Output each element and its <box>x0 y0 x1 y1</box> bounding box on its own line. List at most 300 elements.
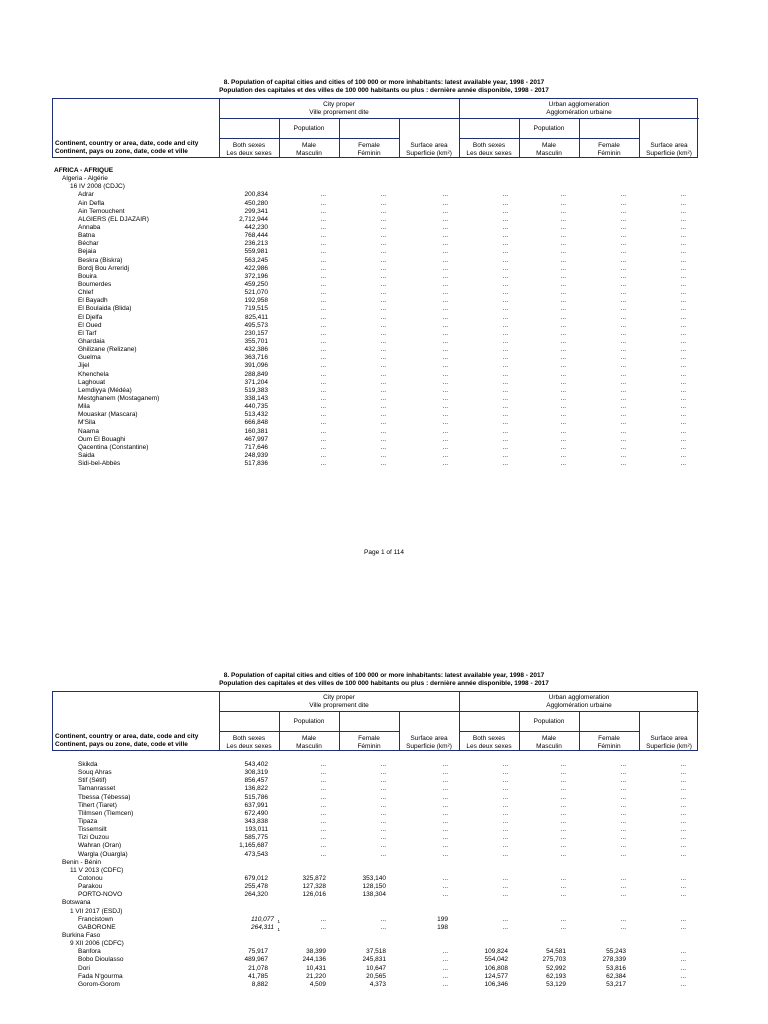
cell-value: ... <box>442 460 448 468</box>
cell-value: ... <box>560 207 566 215</box>
cell-value: ... <box>320 915 326 923</box>
city-proper-heading-2: City proper <box>323 694 355 701</box>
cell-value: 666,848 <box>244 419 268 427</box>
cell-value: ... <box>502 761 508 768</box>
cell-value: ... <box>620 207 626 215</box>
cell-value: ... <box>560 394 566 402</box>
cell-value: ... <box>380 817 386 825</box>
cell-value: ... <box>442 329 448 337</box>
cell-value: ... <box>320 223 326 231</box>
cell-value: ... <box>380 460 386 468</box>
cell-value: 245,831 <box>362 956 386 964</box>
cell-value: 53,217 <box>606 980 626 988</box>
cell-value: ... <box>320 329 326 337</box>
cell-value: ... <box>502 403 508 411</box>
cell-value: ... <box>320 793 326 801</box>
cell-value: 355,701 <box>244 337 268 345</box>
cell-value: 1,165,687 <box>239 842 268 850</box>
male-u-fr: Masculin <box>536 149 562 157</box>
cell-value: ... <box>560 915 566 923</box>
row-label: El Tarf <box>78 329 97 337</box>
cell-value: 768,444 <box>244 232 268 240</box>
cell-value: ... <box>560 842 566 850</box>
row-label: Jijel <box>78 362 90 370</box>
table-row <box>52 411 698 419</box>
cell-value: ... <box>380 842 386 850</box>
cell-value: ... <box>620 370 626 378</box>
cell-value: ... <box>380 915 386 923</box>
cell-value: ... <box>560 809 566 817</box>
cell-value: ... <box>502 826 508 834</box>
cell-value: ... <box>620 346 626 354</box>
cell-value: ... <box>442 289 448 297</box>
cell-value: ... <box>502 923 508 931</box>
cell-value: 467,997 <box>244 435 268 443</box>
cell-value: ... <box>442 972 448 980</box>
cell-value: ... <box>680 842 686 850</box>
cell-value: 109,824 <box>484 948 508 956</box>
cell-value: 275,703 <box>542 956 566 964</box>
cell-value: ... <box>680 321 686 329</box>
cell-value: ... <box>620 769 626 777</box>
cell-value: ... <box>680 972 686 980</box>
cell-value: ... <box>620 191 626 199</box>
cell-value: ... <box>380 777 386 785</box>
cell-value: 20,565 <box>366 972 386 980</box>
cell-value: ... <box>320 272 326 280</box>
cell-value: 127,328 <box>302 883 326 891</box>
label-heading-fr: Continent, pays ou zone, date, code et ville <box>55 147 188 155</box>
row-label: Burkina Faso <box>62 931 101 939</box>
table-row <box>52 891 698 899</box>
cell-value: ... <box>680 272 686 280</box>
cell-value: ... <box>620 362 626 370</box>
cell-value: ... <box>380 403 386 411</box>
cell-value: ... <box>380 923 386 931</box>
table-row <box>52 818 698 826</box>
male-u-2: Male <box>541 735 557 742</box>
cell-value: ... <box>442 403 448 411</box>
row-label: Khenchela <box>78 370 109 378</box>
cell-value: ... <box>620 785 626 793</box>
row-label: 16 IV 2008 (CDJC) <box>70 183 125 191</box>
cell-value: ... <box>380 370 386 378</box>
cell-value: 199 <box>437 915 448 923</box>
row-label: GABORONE <box>78 923 116 931</box>
population-heading-2: Population <box>293 718 325 725</box>
cell-value: ... <box>380 329 386 337</box>
cell-value: ... <box>620 874 626 882</box>
cell-value: ... <box>320 362 326 370</box>
table-row <box>52 973 698 981</box>
cell-value: ... <box>320 386 326 394</box>
table-row <box>52 330 698 338</box>
row-label: Banfora <box>78 948 101 956</box>
cell-value: 200,834 <box>244 191 268 199</box>
cell-value: ... <box>560 769 566 777</box>
cell-value: 54,581 <box>546 948 566 956</box>
cell-value: ... <box>442 443 448 451</box>
cell-value: ... <box>320 419 326 427</box>
table-row <box>52 216 698 224</box>
cell-value: 517,836 <box>244 460 268 468</box>
cell-value: ... <box>620 272 626 280</box>
cell-value: ... <box>442 801 448 809</box>
row-label: Qacentina (Constantine) <box>78 443 149 451</box>
cell-value: 495,573 <box>244 321 268 329</box>
cell-value: ... <box>442 313 448 321</box>
row-label: Oum El Bouaghi <box>78 435 126 443</box>
cell-value: ... <box>380 305 386 313</box>
urban-heading: Urban agglomeration <box>548 101 610 108</box>
cell-value: ... <box>442 264 448 272</box>
cell-value: ... <box>680 948 686 956</box>
cell-value: ... <box>380 785 386 793</box>
cell-value: 519,383 <box>244 386 268 394</box>
cell-value: ... <box>320 460 326 468</box>
both-sexes: Both sexes <box>232 142 266 149</box>
cell-value: ... <box>320 248 326 256</box>
cell-value: ... <box>560 793 566 801</box>
city-proper-heading: City proper <box>323 101 355 108</box>
label-heading-2 <box>55 733 198 748</box>
cell-value: ... <box>680 874 686 882</box>
cell-value: ... <box>442 321 448 329</box>
male-2: Male <box>301 735 317 742</box>
cell-value: 2,712,944 <box>239 215 268 223</box>
cell-value: ... <box>680 337 686 345</box>
cell-value: ... <box>560 761 566 768</box>
row-label: AFRICA - AFRIQUE <box>54 167 114 174</box>
cell-value: 672,490 <box>244 809 268 817</box>
cell-value: ... <box>320 280 326 288</box>
page-2 <box>0 600 768 1024</box>
cell-value: ... <box>442 272 448 280</box>
cell-value: ... <box>380 223 386 231</box>
cell-value: ... <box>320 370 326 378</box>
urban-heading-fr-2: Agglomération urbaine <box>546 701 612 709</box>
cell-value: ... <box>380 248 386 256</box>
cell-value: ... <box>680 329 686 337</box>
cell-value: ... <box>442 394 448 402</box>
cell-value: ... <box>442 346 448 354</box>
cell-value: 21,078 <box>248 964 268 972</box>
cell-value: ... <box>442 769 448 777</box>
row-label: Tihert (Tiaret) <box>78 801 117 809</box>
row-label: El Bayadh <box>78 297 108 305</box>
cell-value: ... <box>502 891 508 899</box>
cell-value: ... <box>502 451 508 459</box>
row-label: PORTO-NOVO <box>78 891 123 899</box>
cell-value: ... <box>502 232 508 240</box>
female-fr: Féminin <box>357 149 381 157</box>
cell-value: ... <box>502 883 508 891</box>
table-row <box>52 769 698 777</box>
cell-value: ... <box>502 793 508 801</box>
cell-value: ... <box>680 826 686 834</box>
row-label: Batna <box>78 232 95 240</box>
cell-value: 248,939 <box>244 451 268 459</box>
cell-value: ... <box>620 435 626 443</box>
cell-value: ... <box>680 370 686 378</box>
cell-value: ... <box>320 801 326 809</box>
cell-value: 37,518 <box>366 948 386 956</box>
city-proper-heading-fr-2: Ville proprement dite <box>309 701 369 709</box>
table-row <box>52 322 698 330</box>
cell-value: 55,243 <box>606 948 626 956</box>
cell-value: ... <box>442 207 448 215</box>
cell-value: 264,320 <box>244 891 268 899</box>
table-row <box>52 354 698 362</box>
cell-value: ... <box>680 378 686 386</box>
cell-value: ... <box>680 346 686 354</box>
cell-value: 459,250 <box>244 280 268 288</box>
cell-value: ... <box>560 313 566 321</box>
cell-value: ... <box>680 280 686 288</box>
cell-value: 363,716 <box>244 354 268 362</box>
cell-value: ... <box>620 817 626 825</box>
cell-value: ... <box>680 891 686 899</box>
table-row <box>52 419 698 427</box>
cell-value: ... <box>560 215 566 223</box>
cell-value: ... <box>680 785 686 793</box>
cell-value: ... <box>502 427 508 435</box>
cell-value: ... <box>442 883 448 891</box>
row-label: Tbessa (Tébessa) <box>78 793 131 801</box>
cell-value: ... <box>320 850 326 858</box>
row-label: Cotonou <box>78 874 103 882</box>
cell-value: ... <box>442 451 448 459</box>
cell-value: ... <box>680 297 686 305</box>
table-row <box>52 167 698 175</box>
cell-value: ... <box>442 427 448 435</box>
cell-value: ... <box>680 809 686 817</box>
cell-value: ... <box>442 354 448 362</box>
cell-value: ... <box>560 362 566 370</box>
table-row <box>52 777 698 785</box>
cell-value: ... <box>320 240 326 248</box>
row-label: El Boulaida (Blida) <box>78 305 132 313</box>
cell-value: ... <box>380 232 386 240</box>
cell-value: ... <box>680 264 686 272</box>
cell-value: ... <box>502 777 508 785</box>
cell-value: ... <box>502 386 508 394</box>
cell-value: ... <box>620 280 626 288</box>
row-label: Mestghanem (Mostaganem) <box>78 394 160 402</box>
cell-value: ... <box>380 321 386 329</box>
cell-value: ... <box>560 280 566 288</box>
row-label: Parakou <box>78 883 103 891</box>
cell-value: ... <box>320 207 326 215</box>
cell-value: ... <box>320 411 326 419</box>
cell-value: ... <box>320 256 326 264</box>
row-label: M'Sila <box>78 419 96 427</box>
table-row <box>52 387 698 395</box>
cell-value: ... <box>320 923 326 931</box>
cell-value: 325,872 <box>302 874 326 882</box>
cell-value: ... <box>680 191 686 199</box>
cell-value: ... <box>680 403 686 411</box>
row-label: El Oued <box>78 321 102 329</box>
cell-value: ... <box>320 337 326 345</box>
cell-value: ... <box>502 435 508 443</box>
row-label: Laghouat <box>78 378 106 386</box>
cell-value: ... <box>680 915 686 923</box>
table-row <box>52 965 698 973</box>
cell-value: ... <box>442 785 448 793</box>
cell-value: ... <box>502 199 508 207</box>
cell-value: ... <box>380 272 386 280</box>
cell-value: ... <box>620 354 626 362</box>
cell-value: ... <box>502 419 508 427</box>
cell-value: ... <box>560 777 566 785</box>
cell-value: 128,150 <box>362 883 386 891</box>
table-row <box>52 908 698 916</box>
cell-value: ... <box>560 199 566 207</box>
male-fr-2: Masculin <box>296 742 322 750</box>
cell-value: ... <box>560 305 566 313</box>
cell-value: ... <box>560 370 566 378</box>
cell-value: 372,196 <box>244 272 268 280</box>
cell-value: 515,786 <box>244 793 268 801</box>
cell-value: ... <box>560 297 566 305</box>
table-row <box>52 265 698 273</box>
cell-value: ... <box>680 427 686 435</box>
cell-value: ... <box>502 394 508 402</box>
cell-value: ... <box>320 777 326 785</box>
cell-value: ... <box>442 305 448 313</box>
cell-value: ... <box>680 850 686 858</box>
cell-value: ... <box>560 378 566 386</box>
cell-value: ... <box>620 411 626 419</box>
cell-value: ... <box>320 321 326 329</box>
cell-value: ... <box>620 313 626 321</box>
cell-value: ... <box>320 313 326 321</box>
cell-value: ... <box>560 240 566 248</box>
table-row <box>52 899 698 907</box>
cell-value: ... <box>560 321 566 329</box>
row-label: Francistown <box>78 915 114 923</box>
cell-value: ... <box>560 264 566 272</box>
cell-value: 53,816 <box>606 964 626 972</box>
table-row <box>52 273 698 281</box>
cell-value: 264,311 1 <box>251 924 274 932</box>
row-label: Tlilmsen (Tlemcen) <box>78 809 134 817</box>
cell-value: ... <box>560 272 566 280</box>
row-label: Botswana <box>62 899 91 907</box>
table-row <box>52 257 698 265</box>
cell-value: ... <box>502 329 508 337</box>
cell-value: ... <box>560 923 566 931</box>
cell-value: ... <box>620 761 626 768</box>
cell-value: ... <box>680 793 686 801</box>
title-fr: Population des capitales et des villes de 100 000 habitants ou plus : dernière année disponible, 1998 - 2017 <box>219 87 549 94</box>
cell-value: ... <box>560 337 566 345</box>
row-label: Bordj Bou Arreridj <box>78 264 129 272</box>
cell-value: ... <box>380 834 386 842</box>
table-row <box>52 842 698 850</box>
cell-value: ... <box>680 232 686 240</box>
cell-value: ... <box>620 386 626 394</box>
cell-value: ... <box>680 386 686 394</box>
table-row <box>52 305 698 313</box>
cell-value: ... <box>560 874 566 882</box>
table-row <box>52 224 698 232</box>
row-label: Fada N'gourma <box>78 972 123 980</box>
cell-value: ... <box>502 337 508 345</box>
cell-value: 825,411 <box>244 313 268 321</box>
row-label: Bobo Dioulasso <box>78 956 124 964</box>
table-row <box>52 851 698 859</box>
cell-value: ... <box>380 769 386 777</box>
cell-value: 193,011 <box>244 826 268 834</box>
cell-value: 554,042 <box>484 956 508 964</box>
cell-value: 8,882 <box>251 980 268 988</box>
cell-value: ... <box>620 826 626 834</box>
cell-value: 422,986 <box>244 264 268 272</box>
surface-fr: Superficie (km²) <box>406 149 452 157</box>
row-label: Bouira <box>78 272 97 280</box>
cell-value: ... <box>442 191 448 199</box>
cell-value: 299,341 <box>244 207 268 215</box>
cell-value: 585,775 <box>244 834 268 842</box>
table-row <box>52 232 698 240</box>
cell-value: ... <box>620 215 626 223</box>
cell-value: ... <box>380 215 386 223</box>
cell-value: ... <box>442 232 448 240</box>
table-row <box>52 346 698 354</box>
cell-value: ... <box>320 199 326 207</box>
cell-value: ... <box>620 923 626 931</box>
cell-value: ... <box>502 240 508 248</box>
cell-value: ... <box>680 248 686 256</box>
cell-value: ... <box>560 232 566 240</box>
cell-value: ... <box>560 403 566 411</box>
table-header <box>52 98 698 158</box>
cell-value: ... <box>442 793 448 801</box>
cell-value: ... <box>380 297 386 305</box>
cell-value: ... <box>560 329 566 337</box>
row-label: Skikda <box>78 761 98 768</box>
cell-value: ... <box>620 883 626 891</box>
cell-value: ... <box>380 191 386 199</box>
cell-value: ... <box>320 761 326 768</box>
row-label: Lemdiyya (Médéa) <box>78 386 132 394</box>
row-label: Naama <box>78 427 99 435</box>
cell-value: ... <box>620 460 626 468</box>
label-heading-en-2: Continent, country or area, date, code and city <box>55 733 199 740</box>
cell-value: ... <box>380 280 386 288</box>
table-row <box>52 883 698 891</box>
row-label: Wargla (Ouargla) <box>78 850 128 858</box>
cell-value: ... <box>620 801 626 809</box>
cell-value: ... <box>502 264 508 272</box>
cell-value: ... <box>560 419 566 427</box>
row-label: Tamanrasset <box>78 785 116 793</box>
cell-value: 719,515 <box>244 305 268 313</box>
cell-value: 371,204 <box>244 378 268 386</box>
table-body-page-2 <box>52 761 698 989</box>
table-row <box>52 948 698 956</box>
cell-value: ... <box>502 834 508 842</box>
urban-heading-2: Urban agglomeration <box>548 694 610 701</box>
cell-value: ... <box>380 793 386 801</box>
cell-value: ... <box>560 451 566 459</box>
cell-value: ... <box>442 850 448 858</box>
cell-value: ... <box>620 809 626 817</box>
cell-value: ... <box>620 451 626 459</box>
row-label: Adrar <box>78 191 94 199</box>
